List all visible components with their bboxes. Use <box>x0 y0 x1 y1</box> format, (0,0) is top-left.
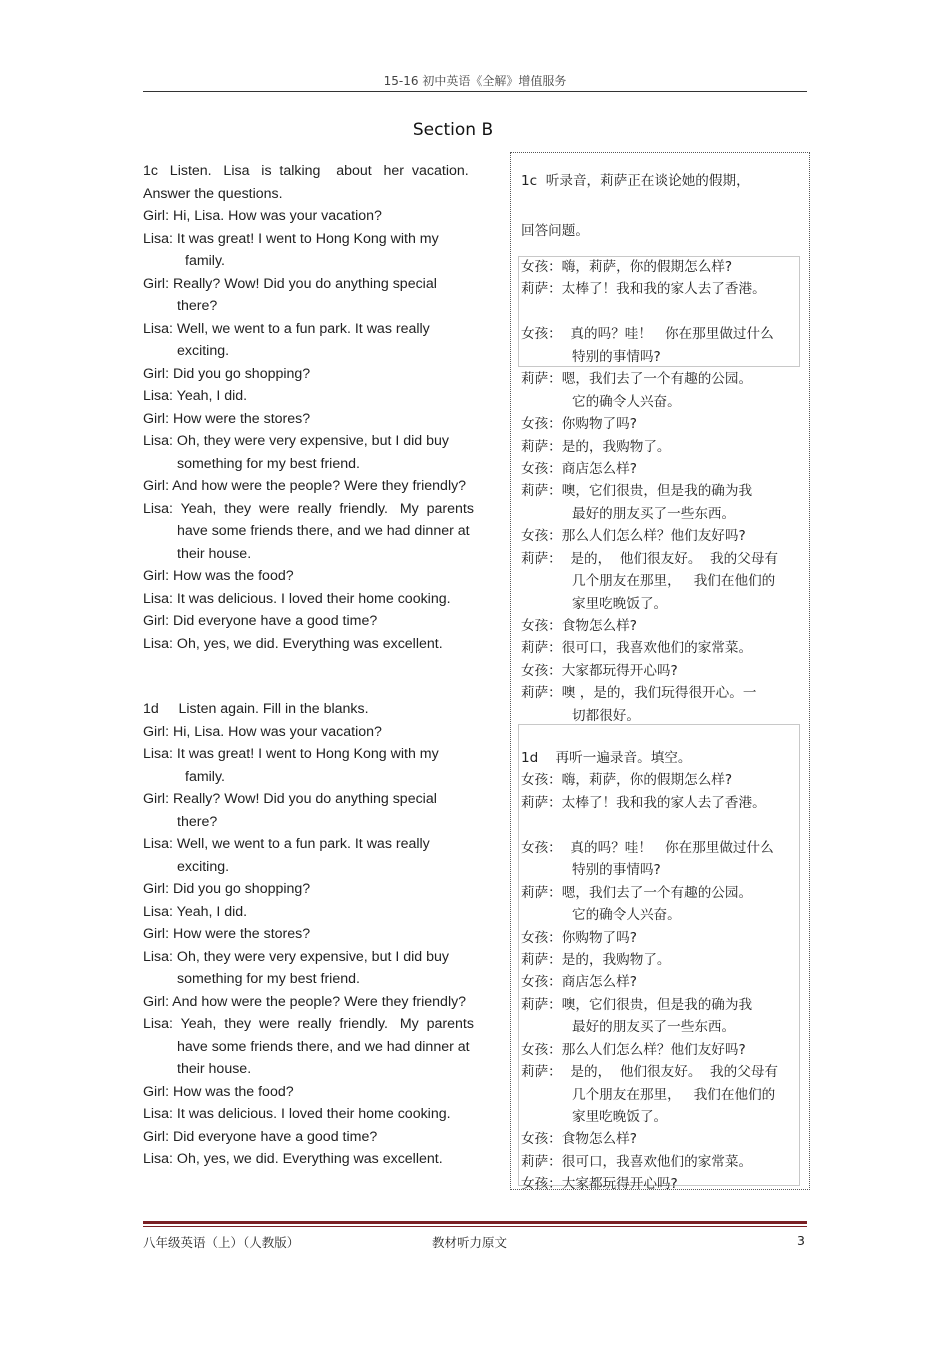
footer-book-title: 八年级英语（上）（人教版） <box>143 1235 300 1250</box>
chinese-line: 女孩：食物怎么样? <box>521 618 637 634</box>
chinese-line: 家里吃晚饭了。 <box>572 1109 668 1125</box>
chinese-line: 女孩：你购物了吗? <box>521 929 637 946</box>
dialogue-line: Girl: Did you go shopping? <box>143 365 311 382</box>
dialogue-line: exciting. <box>177 858 230 875</box>
dialogue-line: Lisa: Yeah, I did. <box>143 388 248 404</box>
dialogue-line: Girl: How were the stores? <box>143 410 311 427</box>
chinese-line: 它的确令人兴奋。 <box>572 907 681 924</box>
blank-line <box>521 814 806 836</box>
chinese-line: 女孩：大家都玩得开心吗? <box>521 662 678 679</box>
english-1c-intro-line2: Answer the questions. <box>143 185 283 202</box>
chinese-line: 女孩：你购物了吗? <box>521 416 637 433</box>
chinese-line: 家里吃晚饭了。 <box>572 595 668 612</box>
section-title: Section B <box>412 120 494 140</box>
dialogue-line: have some friends there, and we had dinner at <box>177 1038 470 1055</box>
dialogue-line: Lisa: It was delicious. I loved their home cooking. <box>143 590 451 607</box>
dialogue-line: Girl: How was the food? <box>143 1083 294 1100</box>
chinese-line: 最好的朋友买了一些东西。 <box>572 1019 736 1036</box>
dialogue-line: Lisa: It was great! I went to Hong Kong with my <box>143 746 439 762</box>
dialogue-line: something for my best friend. <box>177 971 360 987</box>
dialogue-line: Lisa: Well, we went to a fun park. It was really <box>143 836 430 852</box>
chinese-line: 莉萨： 是的， 他们很友好。 我的父母有 <box>521 550 779 567</box>
dialogue-line: Girl: Really? Wow! Did you do anything special <box>143 791 437 807</box>
chinese-line: 女孩：嗨，莉萨，你的假期怎么样? <box>521 259 733 275</box>
chinese-1c-block <box>521 256 806 727</box>
dialogue-line: Lisa: It was great! I went to Hong Kong with my <box>143 230 439 247</box>
chinese-line: 几个朋友在那里， 我们在他们的 <box>572 573 776 590</box>
dialogue-line: something for my best friend. <box>177 455 360 472</box>
dialogue-line: Girl: And how were the people? Were they friendly? <box>143 478 467 494</box>
dialogue-line: Lisa: Yeah, I did. <box>143 903 248 920</box>
chinese-1c-intro <box>521 170 806 192</box>
chinese-line: 莉萨：噢，它们很贵，但是我的确为我 <box>521 996 753 1013</box>
chinese-line: 莉萨：很可口，我喜欢他们的家常菜。 <box>521 1153 753 1170</box>
chinese-line: 最好的朋友买了一些东西。 <box>572 505 736 522</box>
dialogue-line: their house. <box>177 1061 252 1077</box>
chinese-line: 莉萨：嗯，我们去了一个有趣的公园。 <box>521 884 753 901</box>
dialogue-line: Girl: How were the stores? <box>143 926 311 942</box>
chinese-1d-block <box>521 747 806 1196</box>
chinese-line: 它的确令人兴奋。 <box>572 393 681 410</box>
chinese-1c-intro-2 <box>521 220 806 242</box>
chinese-line: 几个朋友在那里， 我们在他们的 <box>572 1086 776 1103</box>
chinese-line: 女孩：大家都玩得开心吗? <box>521 1176 678 1193</box>
dialogue-line: Lisa: Well, we went to a fun park. It was really <box>143 320 430 337</box>
dialogue-line: Girl: Did you go shopping? <box>143 881 311 897</box>
dialogue-line: Lisa: Oh, they were very expensive, but I did buy <box>143 948 449 965</box>
chinese-line: 莉萨： 是的， 他们很友好。 我的父母有 <box>521 1064 779 1081</box>
chinese-line: 切都很好。 <box>572 707 640 724</box>
dialogue-line: Girl: Really? Wow! Did you do anything special <box>143 275 437 292</box>
chinese-line: 女孩：嗨，莉萨，你的假期怎么样? <box>521 772 733 789</box>
chinese-1d-intro: 1d 再听一遍录音。填空。 <box>521 750 692 766</box>
english-1d-intro: 1d Listen again. Fill in the blanks. <box>143 701 369 717</box>
dialogue-line: Girl: Did everyone have a good time? <box>143 613 378 629</box>
dialogue-line: family. <box>185 253 225 269</box>
header-rule <box>143 91 807 92</box>
english-1d-block <box>143 698 495 1171</box>
dialogue-line: Lisa: It was delicious. I loved their home cooking. <box>143 1106 451 1122</box>
chinese-line: 莉萨：噢，它们很贵，但是我的确为我 <box>521 483 753 500</box>
chinese-line: 特别的事情吗? <box>572 348 661 365</box>
chinese-line: 女孩：那么人们怎么样？他们友好吗? <box>521 528 746 545</box>
dialogue-line: Girl: Hi, Lisa. How was your vacation? <box>143 208 382 224</box>
english-1c-intro-line1: 1c Listen. Lisa is talking about her vacation. <box>143 163 469 179</box>
dialogue-line: Lisa: Oh, yes, we did. Everything was excellent. <box>143 635 443 652</box>
chinese-line: 特别的事情吗? <box>572 862 661 879</box>
chinese-line: 莉萨：太棒了！我和我的家人去了香港。 <box>521 281 766 298</box>
dialogue-line: family. <box>185 768 225 785</box>
blank-line <box>521 301 806 323</box>
chinese-line: 莉萨：是的，我购物了。 <box>521 438 671 455</box>
chinese-line: 莉萨：是的，我购物了。 <box>521 951 671 968</box>
chinese-line: 莉萨：噢 ，是的，我们玩得很开心。一 <box>521 685 757 702</box>
dialogue-line: Lisa: Oh, they were very expensive, but I did buy <box>143 433 449 449</box>
dialogue-line: have some friends there, and we had dinner at <box>177 523 470 539</box>
chinese-line: 女孩：食物怎么样? <box>521 1131 637 1148</box>
chinese-line: 女孩：商店怎么样? <box>521 460 637 477</box>
footer-rule-thin <box>143 1226 807 1227</box>
dialogue-line: their house. <box>177 545 252 562</box>
dialogue-line: Girl: How was the food? <box>143 568 294 584</box>
english-1c-block <box>143 160 495 655</box>
chinese-line: 女孩：商店怎么样? <box>521 974 637 991</box>
dialogue-line: there? <box>177 298 218 314</box>
chinese-line: 女孩： 真的吗？哇！ 你在那里做过什么 <box>521 839 774 856</box>
dialogue-line: Girl: And how were the people? Were they friendly? <box>143 993 467 1010</box>
dialogue-line: Girl: Did everyone have a good time? <box>143 1128 378 1145</box>
dialogue-line: exciting. <box>177 343 230 359</box>
chinese-line: 女孩：那么人们怎么样？他们友好吗? <box>521 1041 746 1058</box>
footer-chapter: 教材听力原文 <box>432 1235 508 1250</box>
chinese-1c-intro-line2: 回答问题。 <box>521 223 589 239</box>
dialogue-line: Girl: Hi, Lisa. How was your vacation? <box>143 723 382 740</box>
dialogue-line: Lisa: Yeah, they were really friendly. My parents <box>143 1016 474 1032</box>
dialogue-line: Lisa: Oh, yes, we did. Everything was excellent. <box>143 1151 443 1167</box>
chinese-line: 女孩： 真的吗？哇！ 你在那里做过什么 <box>521 326 774 343</box>
chinese-line: 莉萨：太棒了！我和我的家人去了香港。 <box>521 794 766 811</box>
dialogue-line: there? <box>177 813 218 830</box>
dialogue-line: Lisa: Yeah, they were really friendly. My parents <box>143 500 474 517</box>
page-number: 3 <box>797 1233 805 1248</box>
page-header: 15-16 初中英语《全解》增值服务 <box>383 74 567 88</box>
chinese-line: 莉萨：嗯，我们去了一个有趣的公园。 <box>521 371 753 388</box>
chinese-1c-intro-line1: 1c 听录音，莉萨正在谈论她的假期， <box>521 173 750 189</box>
chinese-line: 莉萨：很可口，我喜欢他们的家常菜。 <box>521 640 753 657</box>
footer-rule-thick <box>143 1221 807 1224</box>
